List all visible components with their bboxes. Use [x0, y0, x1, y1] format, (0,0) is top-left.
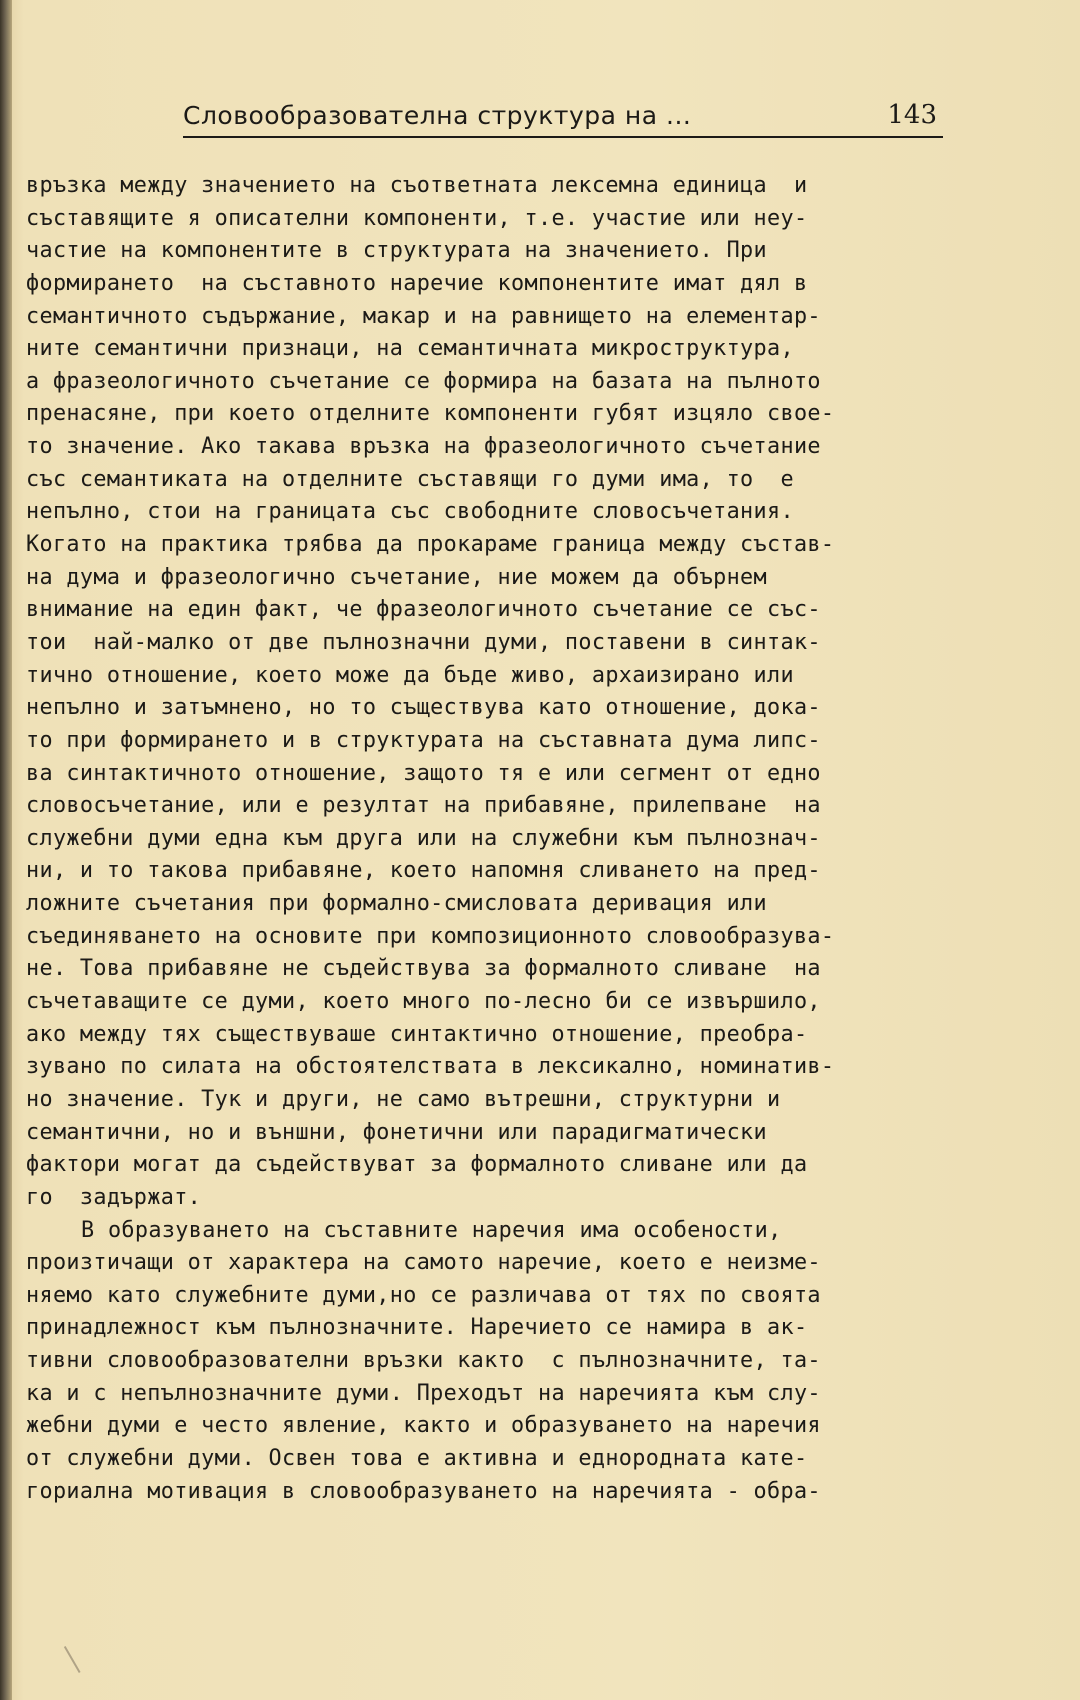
- text-line: Когато на практика трябва да прокараме граница между състав-: [26, 532, 835, 558]
- text-line: гориална мотивация в словообразуването на наречията - обра-: [26, 1478, 821, 1504]
- pencil-mark: [64, 1637, 96, 1673]
- running-title: Словообразователна структура на ...: [183, 101, 692, 130]
- text-line: частие на компонентите в структурата на значението. При: [26, 238, 768, 264]
- text-line: непълно и затъмнено, но то съществува като отношение, дока-: [26, 695, 821, 721]
- book-spine-shadow: [0, 0, 12, 1700]
- text-line: със семантиката на отделните съставящи го думи има, то е: [26, 466, 794, 492]
- body-text: [26, 170, 976, 1508]
- text-line: ните семантични признаци, на семантичната микроструктура,: [26, 336, 794, 362]
- text-line: служебни думи една към друга или на служебни към пълнознач-: [26, 825, 821, 851]
- text-line: пренасяне, при което отделните компоненти губят изцяло свое-: [26, 401, 835, 427]
- text-line: на дума и фразеологично съчетание, ние можем да обърнем: [26, 564, 768, 590]
- text-line: съединяването на основите при композиционното словообразува-: [26, 923, 835, 949]
- text-line: тои най-малко от две пълнозначни думи, поставени в синтак-: [26, 629, 821, 655]
- text-line: непълно, стои на границата със свободните словосъчетания.: [26, 499, 794, 525]
- text-line: ва синтактичното отношение, защото тя е или сегмент от едно: [26, 760, 821, 786]
- text-line: ако между тях съществуваше синтактично отношение, преобра-: [26, 1021, 808, 1047]
- text-line: словосъчетание, или е резултат на прибавяне, прилепване на: [26, 793, 821, 819]
- text-line: тивни словообразователни връзки както с пълнозначните, та-: [26, 1348, 821, 1374]
- text-line: то при формирането и в структурата на съставната дума липс-: [26, 727, 821, 753]
- text-line: жебни думи е често явление, както и образуването на наречия: [26, 1413, 821, 1439]
- text-line: го задържат.: [26, 1184, 202, 1210]
- paragraph-first-line: В образуването на съставните наречия има особености,: [81, 1217, 782, 1243]
- text-line: а фразеологичното съчетание се формира на базата на пълното: [26, 368, 821, 394]
- page-number: 143: [887, 100, 937, 130]
- text-line: семантичното съдържание, макар и на равнището на елементар-: [26, 303, 821, 329]
- text-line: съставящите я описателни компоненти, т.е. участие или неу-: [26, 205, 808, 231]
- text-line: съчетаващите се думи, което много по-лесно би се извършило,: [26, 989, 821, 1015]
- text-line: не. Това прибавяне не съдействува за формалното сливане на: [26, 956, 821, 982]
- text-line: принадлежност към пълнозначните. Наречието се намира в ак-: [26, 1315, 808, 1341]
- text-line: внимание на един факт, че фразеологичното съчетание се със-: [26, 597, 821, 623]
- text-line: зувано по силата на обстоятелствата в лексикално, номинатив-: [26, 1054, 835, 1080]
- text-line: няемо като служебните думи,но се различава от тях по своята: [26, 1282, 821, 1308]
- text-line: ни, и то такова прибавяне, което напомня сливането на пред-: [26, 858, 821, 884]
- text-line: от служебни думи. Освен това е активна и еднородната кате-: [26, 1445, 808, 1471]
- running-header: [183, 100, 943, 138]
- text-line: формирането на съставното наречие компонентите имат дял в: [26, 270, 808, 296]
- text-line: тично отношение, което може да бъде живо, архаизирано или: [26, 662, 794, 688]
- text-line: то значение. Ако такава връзка на фразеологичното съчетание: [26, 434, 821, 460]
- text-line: но значение. Тук и други, не само вътрешни, структурни и: [26, 1086, 781, 1112]
- text-line: връзка между значението на съответната лексемна единица и: [26, 173, 808, 198]
- text-line: ложните съчетания при формално-смисловата деривация или: [26, 891, 768, 917]
- text-line: ка и с непълнозначните думи. Преходът на наречията към слу-: [26, 1380, 821, 1406]
- text-line: фактори могат да съдействуват за формалното сливане или да: [26, 1152, 808, 1178]
- text-line: семантични, но и външни, фонетични или парадигматически: [26, 1119, 768, 1145]
- text-line: произтичащи от характера на самото наречие, което е неизме-: [26, 1250, 821, 1276]
